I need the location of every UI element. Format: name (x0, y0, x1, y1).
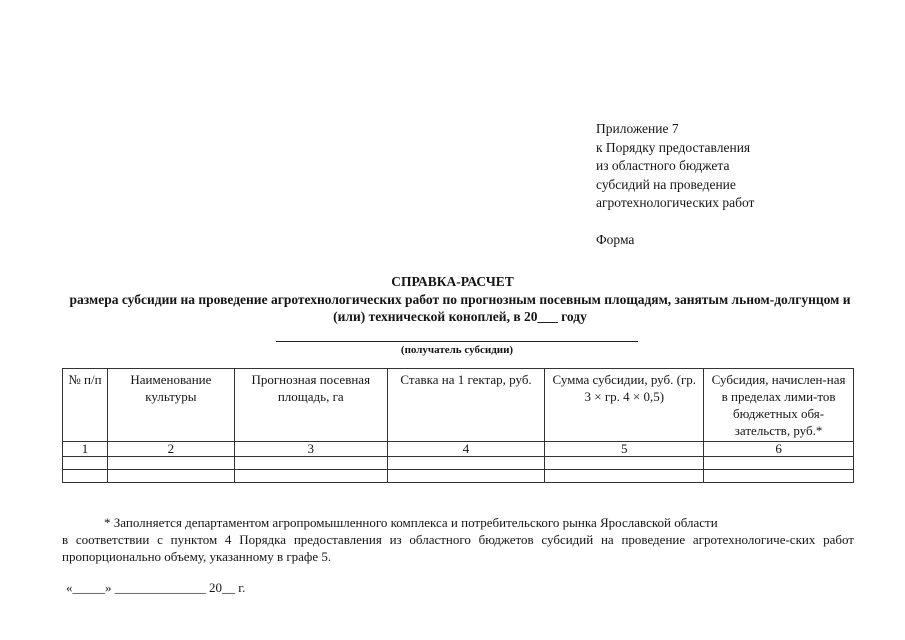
document-subtitle: размера субсидии на проведение агротехнологических работ по прогнозным посевным площадям, занятым льном-долгунцом и (или) технической коноплей, в 20___ году (69, 292, 851, 324)
table-cell (545, 457, 704, 470)
header-cell-crop: Наименование культуры (107, 369, 234, 442)
date-signature-line: «_____» ______________ 20__ г. (66, 580, 246, 595)
document-title: СПРАВКА-РАСЧЕТ (391, 274, 514, 289)
column-number-cell: 6 (704, 442, 854, 457)
table-row (63, 457, 854, 470)
form-label: Форма (596, 231, 635, 247)
table-cell (545, 470, 704, 483)
appendix-line: к Порядку предоставления (596, 139, 751, 155)
footnote-first-line: * Заполняется департаментом агропромышленного комплекса и потребительского рынка Ярославской области (104, 515, 718, 530)
recipient-caption: (получатель субсидии) (400, 344, 514, 356)
table-cell (704, 457, 854, 470)
appendix-line: субсидий на проведение (596, 176, 736, 192)
appendix-line: Приложение 7 (596, 121, 679, 136)
column-number-cell: 5 (545, 442, 704, 457)
table-cell (63, 457, 108, 470)
table-cell (387, 457, 545, 470)
header-cell-area: Прогнозная посевная площадь, га (234, 369, 387, 442)
header-cell-subsidy: Субсидия, начислен-ная в пределах лими-тов бюджетных обя-зательств, руб.* (704, 369, 854, 442)
table-cell (63, 470, 108, 483)
recipient-field-line (276, 341, 638, 342)
header-cell-sum: Сумма субсидии, руб. (гр. 3 × гр. 4 × 0,5) (545, 369, 704, 442)
table-header-row (63, 369, 854, 442)
footnote (62, 514, 854, 565)
calculation-table (62, 368, 854, 483)
appendix-line: агротехнологических работ (596, 195, 755, 210)
table-cell (107, 457, 234, 470)
column-number-cell: 4 (387, 442, 545, 457)
table-cell (107, 470, 234, 483)
table-cell (234, 457, 387, 470)
table-row (63, 470, 854, 483)
header-cell-number: № п/п (63, 369, 108, 442)
column-number-cell: 2 (107, 442, 234, 457)
column-number-row (63, 442, 854, 457)
footnote-rest: в соответствии с пунктом 4 Порядка предоставления из областного бюджетов субсидий на проведение агротехнологиче-ских работ пропорционально объему, указанному в графе 5. (62, 532, 854, 564)
appendix-line: из областного бюджета (596, 158, 730, 173)
column-number-cell: 1 (63, 442, 108, 457)
appendix-header (596, 120, 754, 249)
table-cell (234, 470, 387, 483)
header-cell-rate: Ставка на 1 гектар, руб. (387, 369, 545, 442)
table-cell (704, 470, 854, 483)
table-cell (387, 470, 545, 483)
column-number-cell: 3 (234, 442, 387, 457)
